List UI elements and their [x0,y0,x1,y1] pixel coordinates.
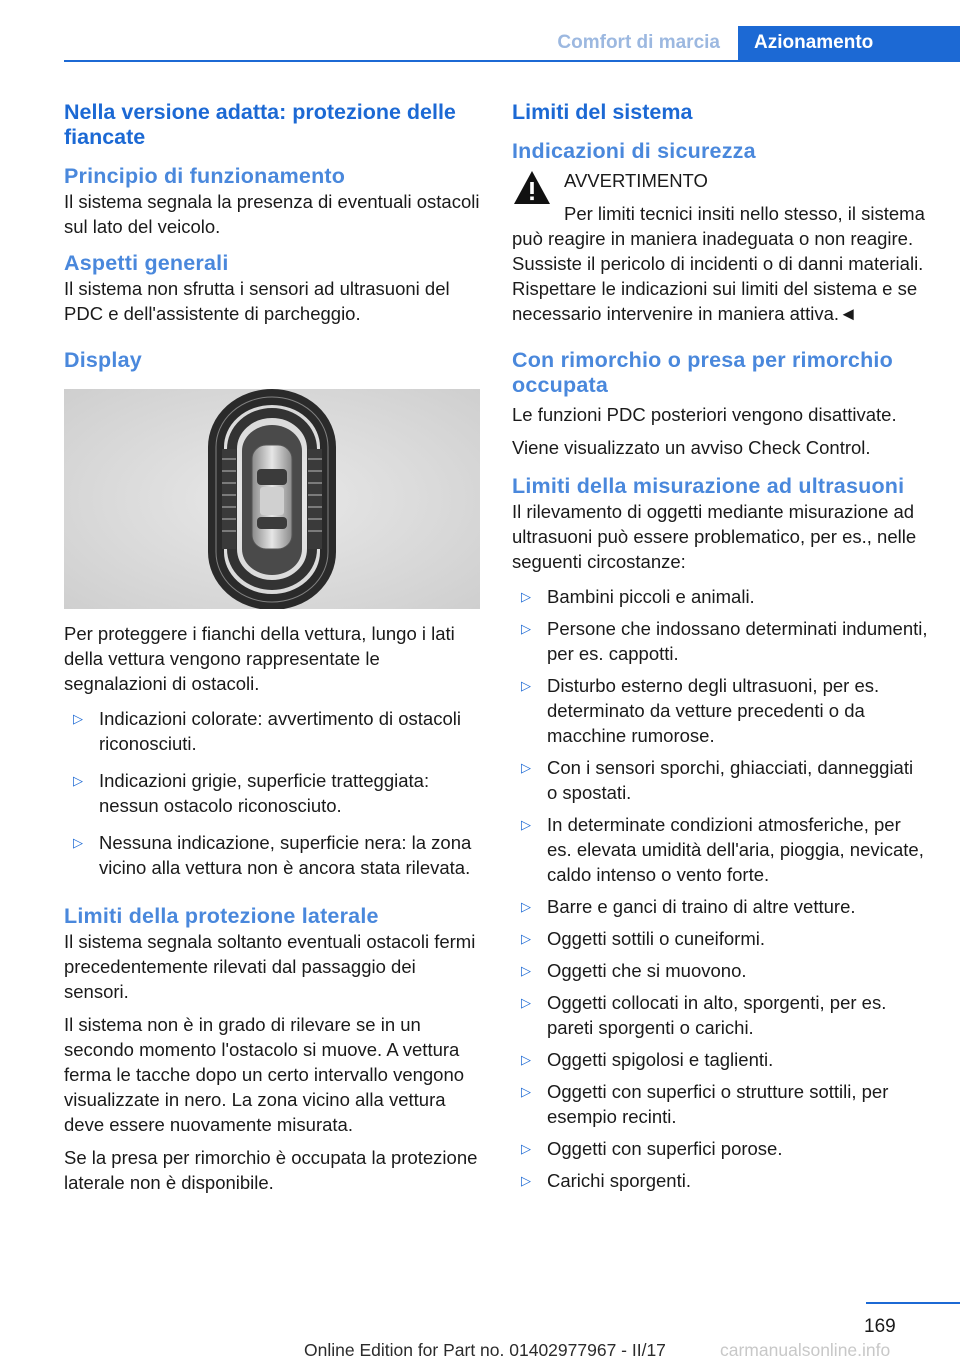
triangle-right-icon: ▷ [521,621,531,636]
triangle-right-icon: ▷ [521,1084,531,1099]
general-text: Il sistema non sfrutta i sensori ad ultrasuoni del PDC e dell'assistente di parcheggio. [64,278,450,324]
list-item [512,1079,928,1129]
triangle-right-icon: ▷ [521,899,531,914]
footer-rule [866,1302,960,1304]
list-item-text: Oggetti che si muovono. [547,960,747,981]
list-item-text: Bambini piccoli e animali. [547,586,755,607]
list-item [512,616,928,666]
list-item [512,926,928,951]
triangle-right-icon: ▷ [521,931,531,946]
list-item [512,812,928,887]
triangle-right-icon: ▷ [521,589,531,604]
side-protection-display-image [64,389,480,609]
list-item [64,768,480,818]
list-item [512,584,928,609]
triangle-right-icon: ▷ [521,1052,531,1067]
list-item-text: Persone che indossano determinati indumenti, per es. cappotti. [547,618,928,664]
left-column [64,100,480,1195]
list-item-text: Carichi sporgenti. [547,1170,691,1191]
warning-title: AVVERTIMENTO [564,170,708,191]
list-item [64,706,480,756]
ultrasound-intro: Il rilevamento di oggetti mediante misurazione ad ultrasuoni può essere problematico, per es., nelle seguenti circostanze: [512,501,917,572]
list-item-text: Barre e ganci di traino di altre vetture. [547,896,856,917]
limits-paragraph-1: Il sistema segnala soltanto eventuali ostacoli fermi precedentemente rilevati dal passaggio dei sensori. [64,931,476,1002]
watermark: carmanualsonline.info [720,1340,891,1360]
list-item-text: Con i sensori sporchi, ghiacciati, danneggiati o spostati. [547,757,914,803]
general-heading: Aspetti generali [64,251,229,275]
triangle-right-icon: ▷ [73,711,83,726]
triangle-right-icon: ▷ [521,817,531,832]
list-item [512,958,928,983]
list-item [512,1136,928,1161]
list-item-text: Oggetti collocati in alto, sporgenti, per es. pareti sporgenti o carichi. [547,992,887,1038]
triangle-right-icon: ▷ [521,678,531,693]
list-item-text: Indicazioni grigie, superficie tratteggiata: nessun ostacolo riconosciuto. [99,770,430,816]
list-item [512,990,928,1040]
display-caption: Per proteggere i fianchi della vettura, lungo i lati della vettura vengono rappresentate le segnalazioni di ostacoli. [64,623,455,694]
triangle-right-icon: ▷ [521,1141,531,1156]
display-heading: Display [64,348,142,372]
list-item [512,755,928,805]
list-item [512,1047,928,1072]
principle-text: Il sistema segnala la presenza di eventuali ostacoli sul lato del veicolo. [64,191,480,237]
list-item-text: Nessuna indicazione, superficie nera: la zona vicino alla vettura non è ancora stata rilevata. [99,832,472,878]
triangle-right-icon: ▷ [73,835,83,850]
triangle-right-icon: ▷ [73,773,83,788]
header-rule [64,60,960,62]
limits-paragraph-2: Il sistema non è in grado di rilevare se in un secondo momento l'ostacolo si muove. A vettura ferma le tacche dopo un certo intervallo vengono visualizzate in nero. La zona vicino alla vettura deve essere nuovamente misurata. [64,1014,465,1135]
warning-text: Per limiti tecnici insiti nello stesso, il sistema può reagire in maniera inadeguata o non reagire. Sussiste il pericolo di incidenti o di danni materiali. Rispettare le indicazioni sui limiti del sistema e se necessario intervenire in maniera attiva.◄ [512,203,925,324]
list-item-text: Indicazioni colorate: avvertimento di ostacoli riconosciuti. [99,708,461,754]
header-section-tab: Comfort di marcia [557,32,720,53]
list-item [512,1168,928,1193]
triangle-right-icon: ▷ [521,963,531,978]
ultrasound-heading: Limiti della misurazione ad ultrasuoni [512,474,905,498]
list-item-text: Oggetti con superfici o strutture sottili, per esempio recinti. [547,1081,889,1127]
warning-triangle-icon [512,168,552,208]
edition-line: Online Edition for Part no. 01402977967 - II/17 [304,1340,666,1360]
trailer-paragraph-2: Viene visualizzato un avviso Check Control. [512,437,871,458]
header-chapter-tab: Azionamento [738,26,960,62]
right-title: Limiti del sistema [512,100,693,124]
warning-block [512,168,928,326]
triangle-right-icon: ▷ [521,1173,531,1188]
list-item [64,830,480,880]
right-column [512,100,928,1193]
list-item-text: Disturbo esterno degli ultrasuoni, per es. determinato da vetture precedenti o da macchine rumorose. [547,675,880,746]
list-item-text: Oggetti con superfici porose. [547,1138,783,1159]
ultrasound-bullet-list [512,584,928,1193]
triangle-right-icon: ▷ [521,760,531,775]
parking-view-illustration [64,389,480,609]
trailer-paragraph-1: Le funzioni PDC posteriori vengono disattivate. [512,404,897,425]
trailer-heading: Con rimorchio o presa per rimorchio occupata [512,348,893,397]
list-item-text: In determinate condizioni atmosferiche, per es. elevata umidità dell'aria, pioggia, nevicate, caldo intenso o vento forte. [547,814,924,885]
limits-paragraph-3: Se la presa per rimorchio è occupata la protezione laterale non è disponibile. [64,1147,478,1193]
page-number: 169 [864,1316,896,1337]
triangle-right-icon: ▷ [521,995,531,1010]
display-bullet-list [64,706,480,880]
safety-heading: Indicazioni di sicurezza [512,139,756,163]
left-title: Nella versione adatta: protezione delle fiancate [64,100,456,149]
list-item-text: Oggetti spigolosi e taglienti. [547,1049,774,1070]
list-item-text: Oggetti sottili o cuneiformi. [547,928,765,949]
list-item [512,894,928,919]
limits-heading: Limiti della protezione laterale [64,904,379,928]
principle-heading: Principio di funzionamento [64,164,346,188]
list-item [512,673,928,748]
